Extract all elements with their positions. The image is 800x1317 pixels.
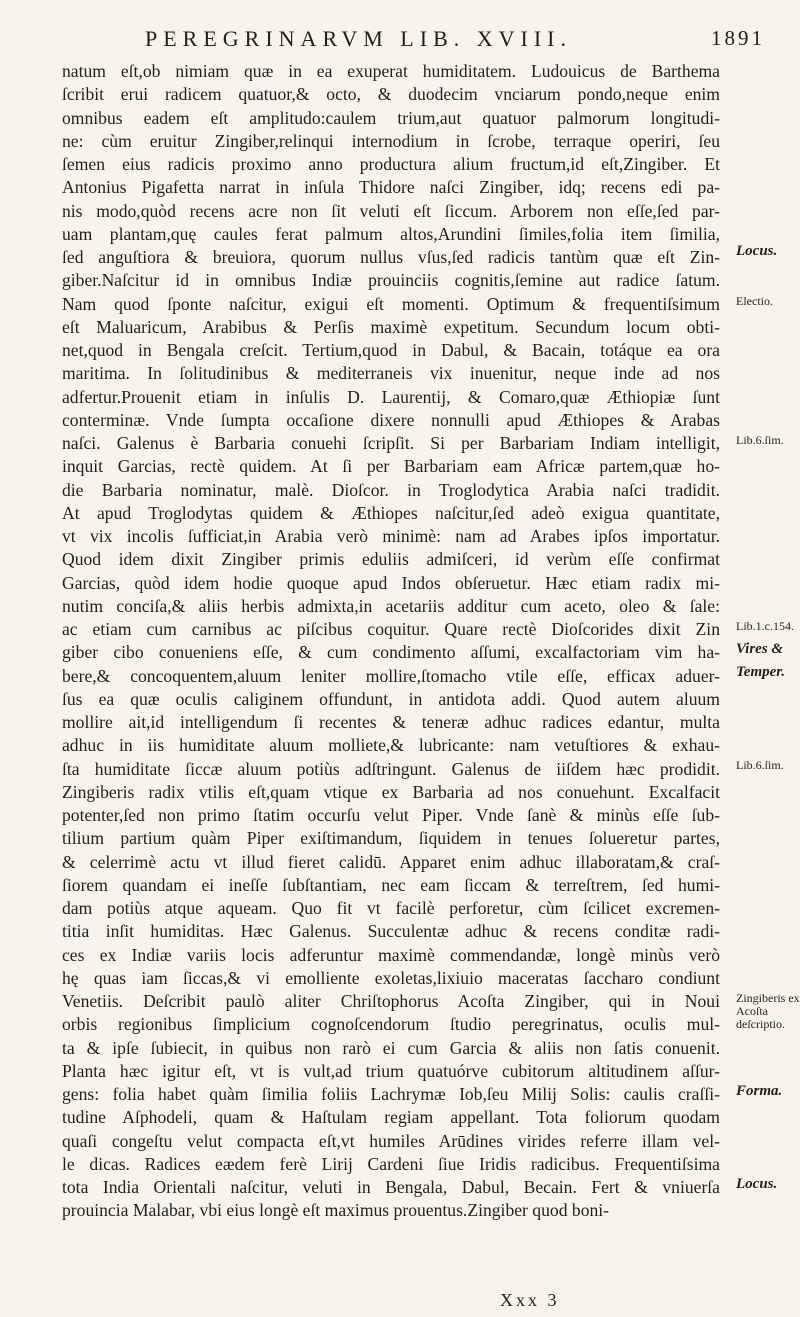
text-line: ne: cùm eruitur Zingiber,relinqui internodium in ſcrobe, terraque operiri, ſeu — [62, 130, 720, 151]
text-line: Quod idem dixit Zingiber primis eduliis admiſceri, id verùm eſſe confirmat — [62, 549, 720, 570]
text-line: uam plantam,quę caules ferat palmum altos,Arundini ſimiles,folia item ſimilia, — [62, 223, 720, 244]
text-line: adfertur.Prouenit etiam in inſulis D. Laurentij, & Comaro,quæ Æthiopiæ ſunt — [62, 386, 720, 407]
signature-mark: Xxx 3 — [500, 1290, 560, 1310]
text-line: & celerrimè actu vt illud fieret calidū. Apparet enim adhuc illaboratam,& craſ- — [62, 851, 720, 872]
margin-note-locus: Locus. — [736, 243, 778, 259]
text-line: Nam quod ſponte naſcitur, exigui eſt momenti. Optimum & frequentiſsimum — [62, 293, 720, 314]
margin-note-zingiberis: Zingiberis ex Acoſta deſcriptio. — [736, 991, 800, 1031]
text-line: quaſi congeſtu velut compacta eſt,vt humiles Arūdines virides referre illam vel- — [62, 1130, 720, 1151]
margin-note-vires: Vires & — [736, 641, 784, 657]
text-line: vt vix incolis ſufficiat,in Arabia verò minimè: nam ad Arabes ipſos importatur. — [62, 526, 720, 546]
text-line: ta & ipſe ſubiecit, in quibus non rarò ei cum Garcia & aliis non ſatis conuenit. — [62, 1037, 720, 1058]
text-line: titia inſit humiditas. Hæc Galenus. Succulentæ adhuc & recens conditæ radi- — [62, 921, 720, 942]
text-line: giber cibo conueniens eſſe, & cum condimento aſſumi, excalfactoriam vim ha- — [62, 642, 720, 663]
text-line: die Barbaria nominatur, malè. Dioſcor. in Troglodytica Arabia naſci tradidit. — [62, 479, 720, 500]
text-line: Venetiis. Deſcribit paulò aliter Chriſtophorus Acoſta Zingiber, qui in Noui — [62, 991, 720, 1011]
text-line: ces ex Indiæ variis locis adferuntur maximè commendandæ, longè minùs verò — [62, 944, 720, 965]
text-line: mollire ait,id intelligendum ſi recentes & teneræ adhuc radices edantur, multa — [62, 712, 720, 732]
margin-note-locus-second: Locus. — [736, 1176, 778, 1192]
running-title: PEREGRINARVM LIB. XVIII. — [145, 26, 573, 51]
text-line: gens: folia habet quàm ſimilia foliis Lachrymæ Iob,ſeu Milij Solis: caulis craſſi- — [62, 1084, 720, 1104]
margin-note-lib6: Lib.6.ſim. — [736, 433, 784, 447]
text-line: Antonius Pigafetta narrat in inſula Thidore naſci Zingiber, idq; recens edi pa- — [62, 177, 720, 198]
margin-note-electio: Electio. — [736, 294, 773, 308]
text-line: inquit Garcias, rectè quidem. At ſi per Barbariam eam Africæ partem,quæ ho- — [62, 456, 720, 477]
text-line: tota India Orientali naſcitur, veluti in Bengala, Dabul, Becain. Fert & vniuerſa — [62, 1177, 720, 1197]
text-line: bere,& concoquentem,aluum leniter mollire,ſtomacho vtile eſſe, efficax aduer- — [62, 665, 720, 686]
margin-note-temper: Temper. — [736, 664, 786, 680]
page-header — [135, 26, 765, 54]
text-line: ſemen eius radicis proximo anno productura alium fructum,id eſt,Zingiber. Et — [62, 154, 720, 174]
text-line: ſus ea quæ oculis caliginem offundunt, in antidota addi. Quod autem aluum — [62, 688, 720, 709]
text-line: le dicas. Radices eædem ferè Lirij Cardeni ſiue Iridis radicibus. Frequentiſsima — [62, 1153, 720, 1174]
main-text-block — [62, 60, 720, 1223]
text-line: giber.Naſcitur id in omnibus Indiæ prouinciis cognitis,ſemine aut radice ſatum. — [62, 270, 720, 291]
text-line: potenter,ſed non primo ſtatim occurſu velut Piper. Vnde ſanè & minùs eſſe ſub- — [62, 805, 720, 825]
text-line: At apud Troglodytas quidem & Æthiopes naſcitur,ſed adeò exigua quantitate, — [62, 502, 720, 523]
text-line: eſt Maluaricum, Arabibus & Perſis maximè expetitum. Secundum locum obti- — [62, 316, 720, 337]
text-line: conterminæ. Vnde ſumpta occaſione dixere nonnulli apud Æthiopes & Arabas — [62, 409, 720, 430]
text-line: Garcias, quòd idem hodie quoque apud Indos obſeruetur. Hæc etiam radix mi- — [62, 572, 720, 593]
text-line: maritima. In ſolitudinibus & mediterraneis vix inuenitur, neque inde ad nos — [62, 363, 720, 384]
text-line: adhuc in iis humiditate aluum molliete,& lubricante: nam vetuſtiores & exhau- — [62, 735, 720, 756]
text-line: omnibus eadem eſt amplitudo:caulem trium,aut quatuor palmorum longitudi- — [62, 107, 720, 128]
text-line: hę quas iam ſiccas,& vi emolliente exoletas,lixiuio maceratas ſaccharo condiunt — [62, 967, 720, 988]
text-line: nutim conciſa,& aliis herbis admixta,in acetariis additur cum aceto, oleo & ſale: — [62, 595, 720, 616]
text-line: nis modo,quòd recens acre non ſit veluti eſt ſiccum. Arborem non eſſe,ſed par- — [62, 200, 720, 221]
text-line: orbis regionibus ſimplicium cognoſcendorum ſtudio peregrinatus, oculis mul- — [62, 1014, 720, 1035]
text-line: dam potiùs atque aqueam. Quo fit vt facilè perforetur, cùm ſcilicet excremen- — [62, 898, 720, 918]
text-line: net,quod in Bengala creſcit. Tertium,quod in Dabul, & Bacain, totáque ea ora — [62, 340, 720, 360]
page-number: 1891 — [711, 26, 765, 50]
text-line: Planta hæc igitur eſt, vt is vult,ad trium quatuórve cubitorum altitudinem aſſur- — [62, 1060, 720, 1081]
text-line: ſed anguſtiora & breuiora, quorum nullus vſus,ſed radicis tantùm quæ eſt Zin- — [62, 247, 720, 267]
text-line: ſiorem quandam ei ineſſe ſubſtantiam, nec eam ſiccam & terreſtrem, ſed humi- — [62, 874, 720, 895]
margin-note-lib1: Lib.1.c.154. — [736, 619, 794, 633]
margin-note-lib6-second: Lib.6.ſim. — [736, 758, 784, 772]
text-line: ſta humiditate ſiccæ aluum potiùs adſtringunt. Galenus de iiſdem hæc prodidit. — [62, 758, 720, 779]
text-line: tudine Aſphodeli, quam & Haſtulam regiam appellant. Tota foliorum quodam — [62, 1107, 720, 1128]
text-line: ſcribit erui radicem quatuor,& octo, & duodecim vnciarum pondo,neque enim — [62, 84, 720, 105]
text-line: tilium partium quàm Piper exiſtimandum, ſiquidem in tenues ſolueretur partes, — [62, 828, 720, 849]
text-line: natum eſt,ob nimiam quæ in ea exuperat humiditatem. Ludouicus de Barthema — [62, 61, 720, 81]
margin-note-forma: Forma. — [736, 1083, 783, 1099]
text-line: prouincia Malabar, vbi eius longè eſt maximus prouentus.Zingiber quod boni- — [62, 1200, 610, 1221]
text-line: naſci. Galenus è Barbaria conuehi ſcripſit. Si per Barbariam Indiam intelligit, — [62, 433, 720, 453]
text-line: Zingiberis radix vtilis eſt,quam vtique ex Barbaria ad nos conuehunt. Excalfacit — [62, 781, 720, 802]
text-line: ac etiam cum carnibus ac piſcibus coquitur. Quare rectè Dioſcorides dixit Zin — [62, 619, 720, 639]
